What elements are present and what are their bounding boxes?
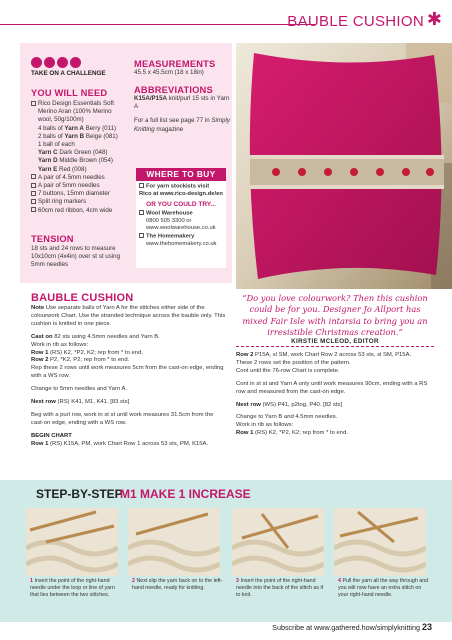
shop-link[interactable]: www.thehomemakery.co.uk [146,240,217,247]
step-by-step-subtitle: M1 MAKE 1 INCREASE [120,487,251,501]
yarn-line: 1 ball of each [38,141,75,149]
yarn-ball-icon [57,57,68,68]
step-by-step-title: STEP-BY-STEP [36,487,123,501]
checkbox-icon [31,199,36,204]
shop-phone: 0800 505 3300 or [146,218,192,225]
chart-complete-text: Cont until the 76-row Chart is complete. [236,367,340,374]
step-2-caption: 2 Next slip the yarn back on to the left-hand needle, ready for knitting. [132,578,223,591]
page-number: 23 [421,622,432,632]
measurements-heading: MEASUREMENTS [134,59,216,69]
dashed-divider [236,346,434,347]
list-item: For yarn stockists visit Rico at www.rico-design.de/en [139,183,223,197]
shop-link[interactable]: www.woolwarehouse.co.uk [146,225,216,232]
measurements-text: 45.5 x 45.5cm (18 x 18in) [134,69,204,76]
next-row-text: Next row (RS) K41, M1, K41. [83 sts] [31,399,130,406]
measurements [134,59,230,77]
stocking-stitch-text: Beg with a purl row, work in st st until work measures 31.5cm from the cast-on edge, ending with a WS row. [31,411,214,426]
checkbox-icon [31,101,36,106]
chart-row-1-text: Row 1 (RS) K15A, PM, work Chart Row 1 across 53 sts, PM, K15A. [31,440,209,447]
yarn-list [31,100,135,215]
step-3-caption: 3 Insert the point of the right-hand needle into the back of the stitch as if to knit. [236,578,324,598]
rib-text: Work in rib as follows: [236,422,294,429]
pattern-left-column [31,292,226,449]
rib-text: Work in rib as follows: [31,341,89,348]
you-will-need [31,88,135,215]
checkbox-icon [139,233,144,238]
checkbox-icon [139,210,144,215]
abbreviations [134,85,230,134]
tension-heading: TENSION [31,234,74,244]
knitting-step-image [334,508,426,576]
list-item: Split ring markers [31,198,135,206]
step-2-photo [128,508,220,576]
where-to-buy-heading: WHERE TO BUY [136,168,226,181]
cushion-illustration [236,43,452,289]
list-item: A pair of 5mm needles [31,182,135,190]
editor-quote: “Do you love colourwork? Then this cushion could be for you. Designer Jo Allport has mixed Fair Isle with intarsia to bring you an irresistible Christmas creation.” [242,293,428,338]
knitting-step-image [26,508,118,576]
continue-text: Cont in st st and Yarn A only until work measures 90cm, ending with a RS row and measured from the cast-on edge. [236,380,428,395]
step-4-caption: 4 Pull the yarn all the way through and you will now have an extra stitch on your right-hand needle. [338,578,429,598]
checkbox-icon [139,183,144,188]
row-2-text: Row 2 P2, *K2, P2; rep from * to end. [31,357,130,364]
checkbox-icon [31,183,36,188]
yarn-ball-icon [31,57,42,68]
checkbox-icon [31,191,36,196]
subscribe-link[interactable]: Subscribe at www.gathered.how/simplyknitting [272,623,420,632]
pattern-note: Note Use separate balls of Yarn A for the stitches either side of the colourwork Chart. Use the stranded technique across the bauble only. This cushion is knitted in one piece. [31,305,226,327]
yarn-ball-icon [70,57,81,68]
row-1-text: Row 1 (RS) K2, *P2, K2; rep from * to end. [236,430,348,437]
challenge-label: TAKE ON A CHALLENGE [31,70,106,77]
list-item: Wool Warehouse [139,210,223,218]
step-3-photo [232,508,324,576]
step-1-photo [26,508,118,576]
yarn-d-line: Yarn D Middle Brown (054) [38,157,113,165]
you-will-need-heading: YOU WILL NEED [31,88,108,98]
row-2-chart-text: Row 2 P15A, sl SM, work Chart Row 2 across 53 sts, sl SM, P15A. [236,352,412,358]
header-rule [0,24,315,25]
where-to-buy-list [136,181,226,248]
pattern-right-column [236,352,434,438]
pattern-title: BAUBLE CUSHION [31,292,134,304]
page-section-title: BAUBLE CUSHION [287,13,424,30]
cushion-photo [236,43,452,289]
list-item: A pair of 4.5mm needles [31,174,135,182]
checkbox-icon [31,174,36,179]
change-text: Change to Yarn B and 4.5mm needles. [236,414,338,421]
checkbox-icon [31,207,36,212]
quote-attribution: KIRSTIE MCLEOD, EDITOR [291,338,379,345]
abbreviations-note: For a full list see page 77 in Simply Knitting magazine [134,117,230,133]
yarn-b-line: 2 balls of Yarn B Beige (081) [38,132,118,140]
yarn-line: wool, 50g/100m) [38,116,84,124]
begin-chart-heading: BEGIN CHART [31,432,72,439]
yarn-c-line: Yarn C Dark Green (048) [38,149,108,157]
where-to-buy-box [136,168,226,268]
yarn-line: Rico Design Essentials Soft [31,100,135,108]
yarn-line: Merino Aran (100% Merino [38,108,112,116]
repeat-text: Rep these 2 rows until work measures 5cm from the cast-on edge, ending with a WS row. [31,365,224,380]
yarn-e-line: Yarn E Red (008) [38,165,87,173]
row-1-text: Row 1 (RS) K2, *P2, K2; rep from * to end. [31,349,143,356]
list-item: 60cm red ribbon, 4cm wide [31,207,135,215]
next-row-text: Next row (WS) P41, p2tog, P40. [82 sts] [236,401,343,408]
yarn-ball-icon [44,57,55,68]
abbreviations-text: K15A/P15A knit/purl 15 sts in Yarn A [134,95,230,111]
page-footer [272,622,432,632]
step-1-caption: 1 Insert the point of the right-hand needle under the loop or line of yarn that lies between the two stitches. [30,578,115,598]
tension [31,234,131,270]
knitting-step-image [128,508,220,576]
yarn-a-line: 4 balls of Yarn A Berry (011) [38,124,117,132]
knitting-step-image [232,508,324,576]
change-text: Change to 5mm needles and Yarn A. [31,386,128,393]
abbreviations-heading: ABBREVIATIONS [134,85,213,95]
step-4-photo [334,508,426,576]
list-item: 7 buttons, 15mm diameter [31,190,135,198]
cast-on-text: Cast on 82 sts using 4.5mm needles and Yarn B. [31,333,160,340]
asterisk-icon: ✱ [426,9,442,29]
list-item: The Homemakery [139,233,223,241]
pattern-set-text: These 2 rows set the position of the pattern. [236,359,351,366]
or-label: OR YOU COULD TRY... [146,201,216,209]
tension-text: 18 sts and 24 rows to measure 10x10cm (4x4in) over st st using 5mm needles [31,245,121,269]
